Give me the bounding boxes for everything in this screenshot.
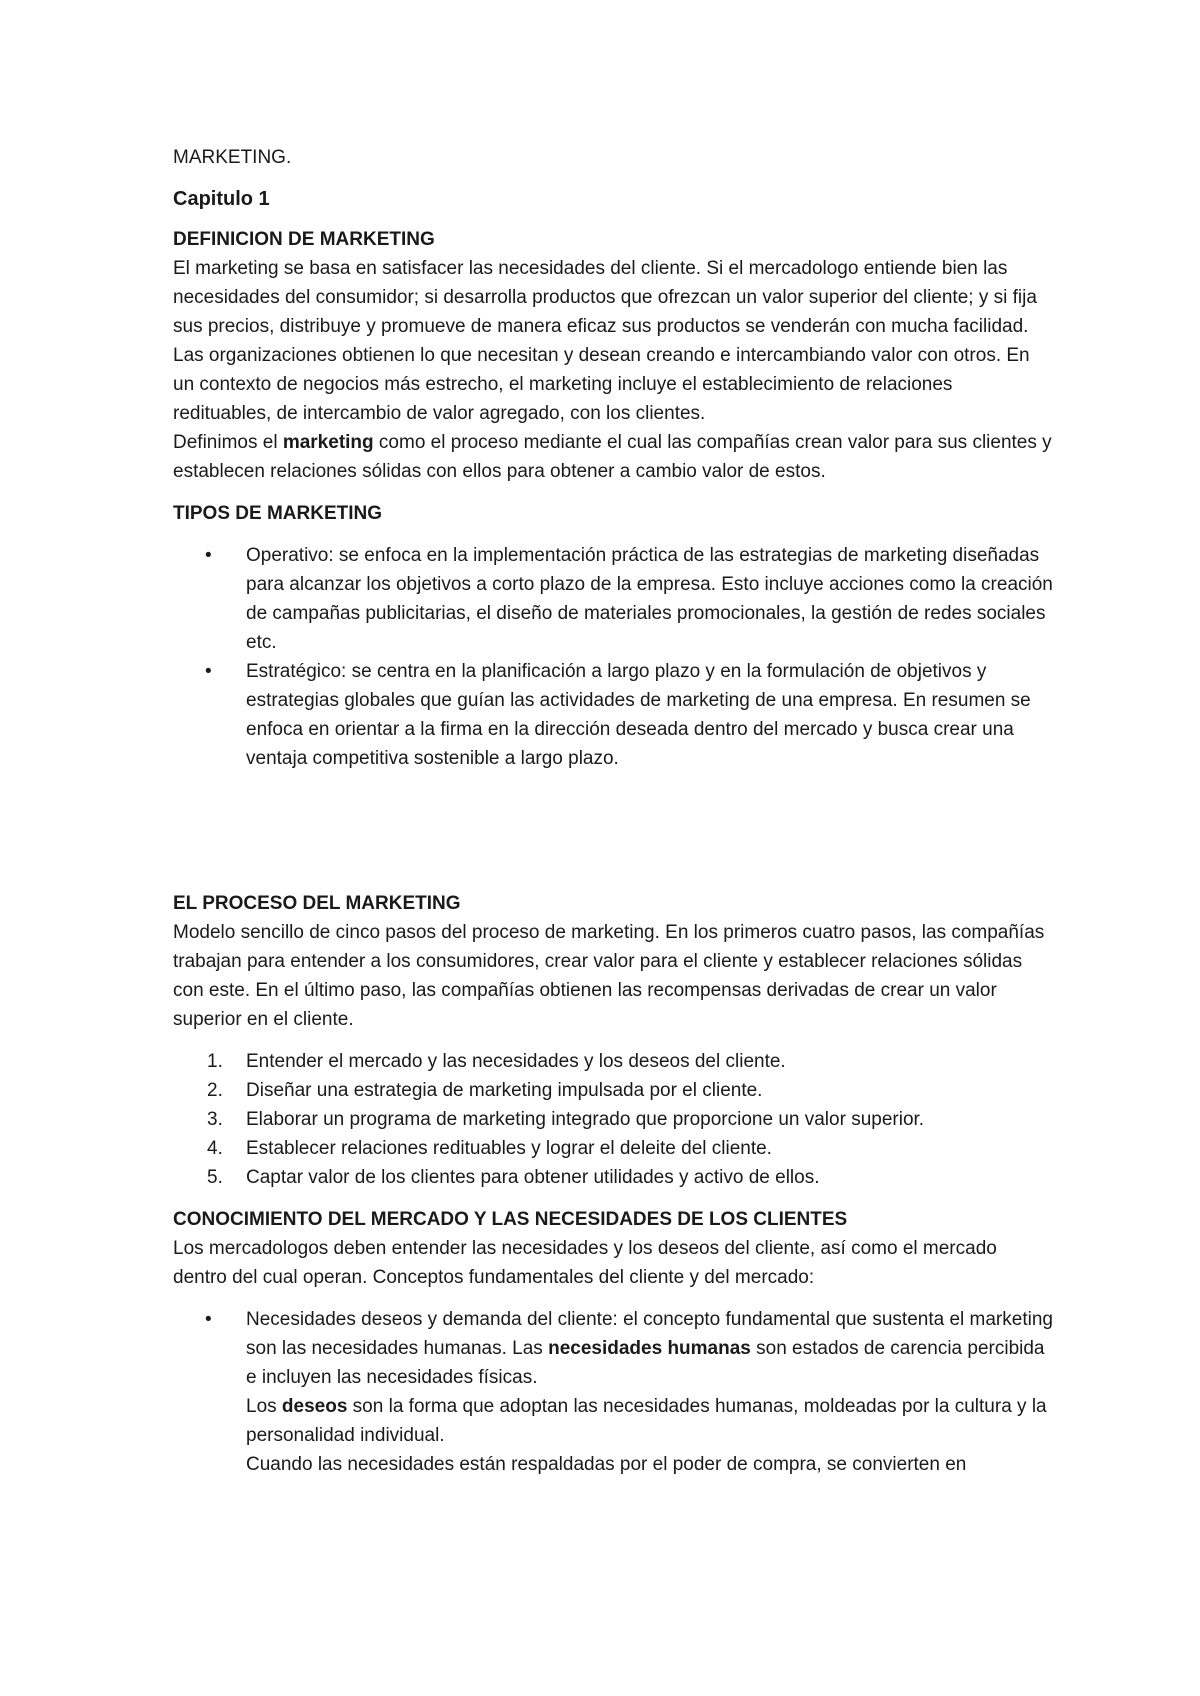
paragraph: Modelo sencillo de cinco pasos del proceso de marketing. En los primeros cuatro pasos, las compañías trabajan para entender a los consumidores, crear valor para el cliente y establecer relaciones sólidas con este. En el último paso, las compañías obtienen las recompensas derivadas de crear un valor superior en el cliente. [173,922,1045,1030]
list-item-text: Establecer relaciones redituables y lograr el deleite del cliente. [246,1138,772,1159]
spacer [173,773,1053,889]
chapter-heading: Capitulo 1 [173,188,270,210]
list-number: 3. [207,1109,223,1130]
list-item [173,1163,1053,1192]
paragraph: Las organizaciones obtienen lo que necesitan y desean creando e intercambiando valor con otros. En un contexto de negocios más estrecho, el marketing incluye el establecimiento de relaciones redituables, de intercambio de valor agregado, con los clientes. [173,345,1030,424]
list-item-text: Diseñar una estrategia de marketing impulsada por el cliente. [246,1080,763,1101]
list-item-line: Cuando las necesidades están respaldadas por el poder de compra, se convierten en [246,1454,967,1475]
paragraph: El marketing se basa en satisfacer las necesidades del cliente. Si el mercadologo entiende bien las necesidades del consumidor; si desarrolla productos que ofrezcan un valor superior del cliente; y si fija sus precios, distribuye y promueve de manera eficaz sus productos se venderán con mucha facilidad. [173,258,1037,337]
document-title: MARKETING. [173,147,292,168]
list-item-text: Estratégico: se centra en la planificación a largo plazo y en la formulación de objetivos y estrategias globales que guían las actividades de marketing de una empresa. En resumen se enfoca en orientar a la firma en la dirección deseada dentro del mercado y busca crear una ventaja competitiva sostenible a largo plazo. [246,661,1031,769]
text-run: son estados de carencia percibida e incluyen las necesidades físicas. [246,1338,1045,1388]
text-run: Los [246,1396,282,1417]
section-heading-proceso: EL PROCESO DEL MARKETING [173,893,461,914]
list-item [173,1305,1053,1479]
text-run: como el proceso mediante el cual las compañías crean valor para sus clientes y establecen relaciones sólidas con ellos para obtener a cambio valor de estos. [173,432,1052,482]
section-heading-tipos: TIPOS DE MARKETING [173,503,383,524]
bold-term-necesidades-humanas: necesidades humanas [548,1338,751,1359]
bold-term-marketing: marketing [282,432,374,453]
list-item-text: Operativo: se enfoca en la implementación práctica de las estrategias de marketing diseñadas para alcanzar los objetivos a corto plazo de la empresa. Esto incluye acciones como la creación de campañas publicitarias, el diseño de materiales promocionales, la gestión de redes sociales etc. [246,545,1053,653]
list-item-text [246,1305,1053,1479]
list-item-text: Elaborar un programa de marketing integrado que proporcione un valor superior. [246,1109,925,1130]
list-item-line [246,1305,1053,1392]
list-item-text: Entender el mercado y las necesidades y los deseos del cliente. [246,1051,786,1072]
bullet-list-conocimiento [173,1305,1053,1479]
numbered-list-proceso [173,1047,1053,1192]
list-item [173,1047,1053,1076]
text-run: Definimos el [173,432,283,453]
list-number: 1. [207,1051,223,1072]
paragraph: Los mercadologos deben entender las necesidades y los deseos del cliente, así como el mercado dentro del cual operan. Conceptos fundamentales del cliente y del mercado: [173,1238,997,1288]
list-item [173,1134,1053,1163]
list-item-text: Captar valor de los clientes para obtener utilidades y activo de ellos. [246,1167,820,1188]
list-number: 4. [207,1138,223,1159]
bullet-icon: • [205,1309,212,1330]
list-item [173,541,1053,657]
bullet-icon: • [205,545,212,566]
section-heading-definicion: DEFINICION DE MARKETING [173,229,435,250]
document-body [173,143,1053,1479]
bullet-icon: • [205,661,212,682]
list-item [173,657,1053,773]
section-heading-conocimiento: CONOCIMIENTO DEL MERCADO Y LAS NECESIDADES DE LOS CLIENTES [173,1209,848,1230]
list-number: 2. [207,1080,223,1101]
list-number: 5. [207,1167,223,1188]
list-item [173,1105,1053,1134]
list-item-line [246,1392,1053,1450]
bold-term-deseos: deseos [281,1396,348,1417]
paragraph [173,428,1053,486]
text-run: Necesidades deseos y demanda del cliente: el concepto fundamental que sustenta el marketing son las necesidades humanas. Las [246,1309,1053,1359]
text-run: son la forma que adoptan las necesidades humanas, moldeadas por la cultura y la personalidad individual. [246,1396,1047,1446]
list-item [173,1076,1053,1105]
bullet-list-tipos [173,541,1053,773]
